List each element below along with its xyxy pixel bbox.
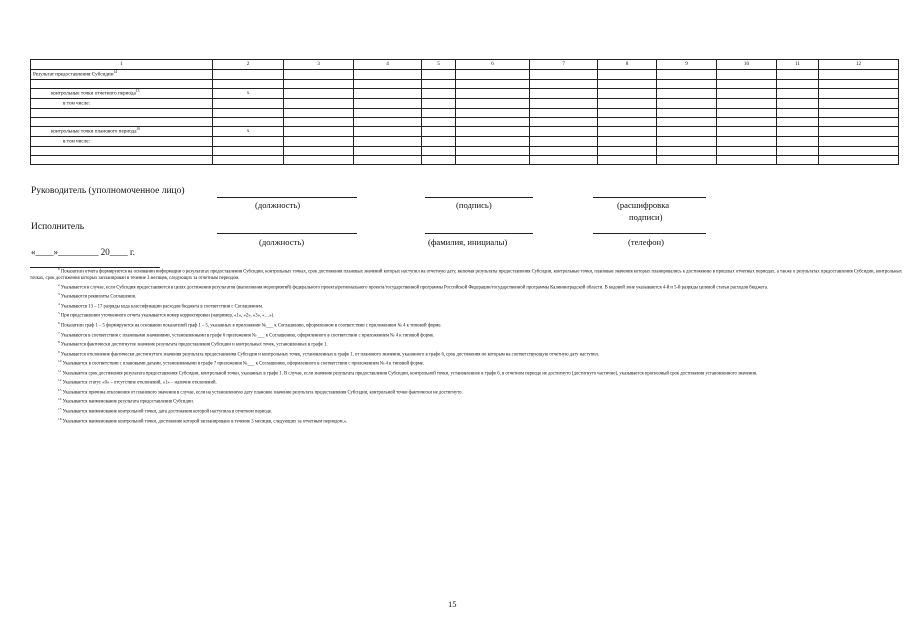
column-number: 12 <box>819 60 899 70</box>
signature-line <box>425 197 533 198</box>
row-label <box>31 109 213 118</box>
table-cell <box>717 118 777 127</box>
head-label: Руководитель (уполномоченное лицо) <box>31 186 185 196</box>
table-cell <box>456 118 530 127</box>
date-line: «____»_________ 20____ г. <box>31 247 135 257</box>
table-cell <box>819 109 899 118</box>
cell-col2 <box>213 99 284 109</box>
column-number: 9 <box>657 60 717 70</box>
footnote <box>30 406 902 416</box>
table-cell <box>717 137 777 147</box>
table-cell <box>456 137 530 147</box>
footnote <box>30 416 902 426</box>
footnote-number: 12 <box>58 378 62 383</box>
table-row <box>31 99 899 109</box>
column-number: 10 <box>717 60 777 70</box>
table-row <box>31 137 899 147</box>
footnote-ref: 15 <box>135 88 140 93</box>
caption-decode-1: (расшифровка <box>617 200 670 210</box>
footnote-separator <box>30 267 160 268</box>
table-cell <box>354 80 422 89</box>
cell-col2 <box>213 118 284 127</box>
footnote-number: 4 <box>58 301 60 306</box>
table-row <box>31 147 899 156</box>
footnote-number: 16 <box>58 416 62 421</box>
table-cell <box>530 127 598 137</box>
caption-decode-2: подписи) <box>629 212 663 222</box>
table-cell <box>717 156 777 165</box>
executor-label: Исполнитель <box>31 222 85 232</box>
footnote <box>30 380 902 387</box>
cell-col2 <box>213 147 284 156</box>
table-cell <box>284 137 354 147</box>
position-line <box>217 197 357 198</box>
table-cell <box>284 118 354 127</box>
table-cell <box>598 109 657 118</box>
table-cell <box>530 89 598 99</box>
table-cell <box>657 99 717 109</box>
table-cell <box>717 127 777 137</box>
footnote-number: 3 <box>58 292 60 297</box>
footnote-number: 11 <box>58 368 62 373</box>
table-cell <box>354 99 422 109</box>
table-cell <box>657 147 717 156</box>
table-cell <box>354 137 422 147</box>
table-cell <box>819 99 899 109</box>
cell-col2 <box>213 80 284 89</box>
column-number: 3 <box>284 60 354 70</box>
table-cell <box>657 109 717 118</box>
footnote-text: Указывается срок достижения результата предоставления Субсидии, контрольной точки, указанных в графе 1. В случае, если значение результата предоставления Субсидии, контрольной точки, установленное в графе 6, в отчетном периоде не достигнуто (достигнуто частично), указывается прогнозный срок достижения установленного значения. <box>62 371 758 377</box>
table-cell <box>777 137 819 147</box>
footnote-number: 8 <box>58 267 60 271</box>
table-cell <box>422 156 456 165</box>
row-label-text: контрольные точки отчетного периода <box>51 90 136 97</box>
table-cell <box>284 109 354 118</box>
column-number: 8 <box>598 60 657 70</box>
footnote <box>30 282 902 292</box>
executor-position-line <box>217 233 357 234</box>
row-label-text: Результат предоставления Субсидии <box>33 71 114 78</box>
footnote-number: 5 <box>58 311 60 316</box>
table-cell <box>717 80 777 89</box>
table-cell <box>777 156 819 165</box>
footnote-text: Указывается наименование контрольной точки, достижение которой запланировано в течение 3 месяцев, следующих за отчетным периодом.». <box>62 419 348 425</box>
footnote-text: Показатели граф 1 – 5 формируются на основании показателей граф 1 – 5, указанных в приложении №___ к Соглашению, оформленном в соответствии с приложением № 4 к типовой форме. <box>60 323 442 329</box>
row-label <box>31 70 213 80</box>
cell-col2 <box>213 70 284 80</box>
table-cell <box>819 118 899 127</box>
caption-signature: (подпись) <box>456 200 492 210</box>
table-cell <box>530 99 598 109</box>
table-cell <box>422 118 456 127</box>
table-cell <box>777 127 819 137</box>
footnote-text: Указывается отклонение фактически достигнутого значения результата предоставления Субсидии и контрольных точек, установленных в графе 1, от планового значения, указанного в графе 6, срок достижения по которым на соответствующую отчетную дату наступил. <box>60 352 600 358</box>
table-cell <box>777 70 819 80</box>
footnote-text: Указывается наименование контрольной точки, дата достижения которой наступила в отчетном периоде. <box>62 409 273 415</box>
table-cell <box>284 147 354 156</box>
table-cell <box>530 137 598 147</box>
table-cell <box>819 137 899 147</box>
caption-position-2: (должность) <box>259 237 305 247</box>
table-cell <box>657 80 717 89</box>
table-cell <box>284 80 354 89</box>
table-cell <box>819 147 899 156</box>
caption-phone: (телефон) <box>628 237 664 247</box>
footnote-text: Указывается в соответствии с плановыми датами, установленными в графе 7 приложения №___ к Соглашению, оформленного в соответствии с приложением № 4 к типовой форме. <box>62 361 425 367</box>
footnote-text: Указывается в случае, если Субсидия предоставляется в целях достижения результатов (выполнения мероприятий) федерального проекта/регионального проекта/государственной программы Российской Федерации/государственной программы Калининградской области. В кодовой зоне указываются 4-й и 5-й разряды целевой статьи расходов бюджета. <box>60 285 768 291</box>
table-cell <box>777 99 819 109</box>
table-cell <box>657 70 717 80</box>
footnote-text: Указывается фактически достигнутое значение результата предоставления Субсидии и контрольных точек, установленных в графе 1. <box>60 342 328 348</box>
row-label-text: в том числе: <box>63 138 91 145</box>
table-cell <box>819 80 899 89</box>
table-cell <box>354 109 422 118</box>
table-cell <box>354 70 422 80</box>
table-cell <box>598 118 657 127</box>
table-cell <box>422 109 456 118</box>
table-cell <box>456 156 530 165</box>
footnote <box>30 387 902 397</box>
table-cell <box>657 127 717 137</box>
table-cell <box>819 89 899 99</box>
table-cell <box>456 127 530 137</box>
cell-col2: х <box>213 89 284 99</box>
footnote-number: 15 <box>58 406 62 411</box>
column-number: 6 <box>456 60 530 70</box>
column-number: 1 <box>31 60 213 70</box>
table-cell <box>456 80 530 89</box>
table-cell <box>284 156 354 165</box>
cell-col2 <box>213 156 284 165</box>
table-header-row <box>31 60 899 70</box>
footnote-number: 8 <box>58 340 60 345</box>
footnote-text: Указывается статус «0» – отсутствие отклонений, «1» – наличие отклонений. <box>62 380 217 386</box>
cell-col2 <box>213 109 284 118</box>
table-cell <box>456 99 530 109</box>
row-label <box>31 127 213 137</box>
table-cell <box>284 99 354 109</box>
footnote <box>30 330 902 340</box>
footnote <box>30 349 902 359</box>
footnote-text: Указываются 13 – 17 разряды кода классификации расходов бюджета в соответствии с Соглашением. <box>60 304 264 310</box>
row-label <box>31 118 213 127</box>
caption-fio: (фамилия, инициалы) <box>428 237 508 247</box>
table-cell <box>717 109 777 118</box>
table-row <box>31 127 899 137</box>
row-label-text: контрольные точки планового периода <box>51 128 137 135</box>
table-cell <box>598 70 657 80</box>
footnote <box>30 301 902 311</box>
footnote-text: Указывается причина отклонения от планового значения в случае, если на установленную дату плановое значение результата предоставления Субсидии, контрольной точки фактически не достигнуто. <box>62 390 463 396</box>
column-number: 7 <box>530 60 598 70</box>
table-cell <box>598 80 657 89</box>
footnote <box>30 313 902 320</box>
table-cell <box>657 89 717 99</box>
table-cell <box>422 127 456 137</box>
table-row <box>31 80 899 89</box>
table-cell <box>530 70 598 80</box>
table-cell <box>284 127 354 137</box>
table-row <box>31 89 899 99</box>
table-cell <box>530 147 598 156</box>
table-cell <box>598 147 657 156</box>
row-label <box>31 147 213 156</box>
executor-phone-line <box>593 233 706 234</box>
footnote-ref: 14 <box>113 69 118 74</box>
table-row <box>31 118 899 127</box>
row-label <box>31 99 213 109</box>
table-cell <box>456 147 530 156</box>
footnote-ref: 16 <box>136 126 141 131</box>
table-cell <box>354 156 422 165</box>
table-cell <box>354 118 422 127</box>
table-cell <box>657 118 717 127</box>
table-cell <box>598 99 657 109</box>
footnote <box>30 323 902 330</box>
table-cell <box>777 80 819 89</box>
table-cell <box>456 89 530 99</box>
table-cell <box>422 70 456 80</box>
table-cell <box>598 137 657 147</box>
footnote <box>30 342 902 349</box>
report-table <box>30 59 899 165</box>
cell-col2 <box>213 137 284 147</box>
footnote-text: Показатели отчета формируются на основании информации о результатах предоставления Субсидии, контрольных точках, срок достижения плановых значений которых наступил на отчетную дату, включая результаты предоставления Субсидии, контрольные точки, плановые значения которых планировались к достижению в прошлых отчетных периодах, а также о результатах предоставления Субсидии, контрольных точках, срок достижения которых запланирован в течение 3 месяцев, следующих за отчетным периодом. <box>30 269 902 281</box>
table-cell <box>717 147 777 156</box>
table-cell <box>777 109 819 118</box>
footnote-number: 7 <box>58 330 60 335</box>
table-cell <box>598 89 657 99</box>
table-cell <box>422 99 456 109</box>
table-cell <box>530 109 598 118</box>
footnote-text: Указываются в соответствии с плановыми значениями, установленными в графе 6 приложения № ___ к Соглашению, оформленного в соответствии с приложением № 4 к типовой форме. <box>60 333 435 339</box>
table-cell <box>284 89 354 99</box>
footnote-number: 6 <box>58 321 60 326</box>
executor-fio-line <box>425 233 533 234</box>
column-number: 11 <box>777 60 819 70</box>
footnote <box>30 399 902 406</box>
column-number: 2 <box>213 60 284 70</box>
table-cell <box>422 80 456 89</box>
footnote-text: Указываются реквизиты Соглашения. <box>60 294 137 300</box>
row-label-text: в том числе: <box>63 100 91 107</box>
table-cell <box>530 118 598 127</box>
footnote <box>30 269 902 282</box>
table-cell <box>777 118 819 127</box>
footnote-text: При представлении уточненного отчета указывается номер корректировки (например, «1», «2», «3», «…»). <box>60 314 275 320</box>
row-label <box>31 80 213 89</box>
table-cell <box>422 147 456 156</box>
table-cell <box>354 147 422 156</box>
footnote <box>30 368 902 378</box>
table-cell <box>598 127 657 137</box>
footnote-number: 2 <box>58 282 60 287</box>
table-cell <box>598 156 657 165</box>
table-cell <box>819 127 899 137</box>
table-cell <box>422 89 456 99</box>
footnote <box>30 361 902 368</box>
table-cell <box>456 70 530 80</box>
table-row <box>31 156 899 165</box>
column-number: 4 <box>354 60 422 70</box>
table-cell <box>530 80 598 89</box>
table-cell <box>530 156 598 165</box>
table-cell <box>422 137 456 147</box>
table-row <box>31 70 899 80</box>
decode-line <box>593 197 706 198</box>
table-cell <box>717 70 777 80</box>
row-label <box>31 156 213 165</box>
table-cell <box>354 89 422 99</box>
footnote-text: Указывается наименование результата предоставления Субсидии. <box>62 399 194 405</box>
page-number: 15 <box>448 599 457 609</box>
table-cell <box>717 99 777 109</box>
cell-col2: х <box>213 127 284 137</box>
row-label <box>31 89 213 99</box>
table-cell <box>354 127 422 137</box>
footnote-number: 14 <box>58 397 62 402</box>
table-cell <box>456 109 530 118</box>
column-number: 5 <box>422 60 456 70</box>
footnote-number: 13 <box>58 387 62 392</box>
caption-position: (должность) <box>255 200 301 210</box>
table-cell <box>657 156 717 165</box>
table-cell <box>819 156 899 165</box>
table-cell <box>717 89 777 99</box>
table-cell <box>819 70 899 80</box>
footnote-number: 10 <box>58 359 62 364</box>
footnote <box>30 294 902 301</box>
table-cell <box>657 137 717 147</box>
table-row <box>31 109 899 118</box>
footnote-number: 9 <box>58 349 60 354</box>
table-cell <box>284 70 354 80</box>
row-label <box>31 137 213 147</box>
table-cell <box>777 89 819 99</box>
table-cell <box>777 147 819 156</box>
footnotes <box>30 267 902 428</box>
